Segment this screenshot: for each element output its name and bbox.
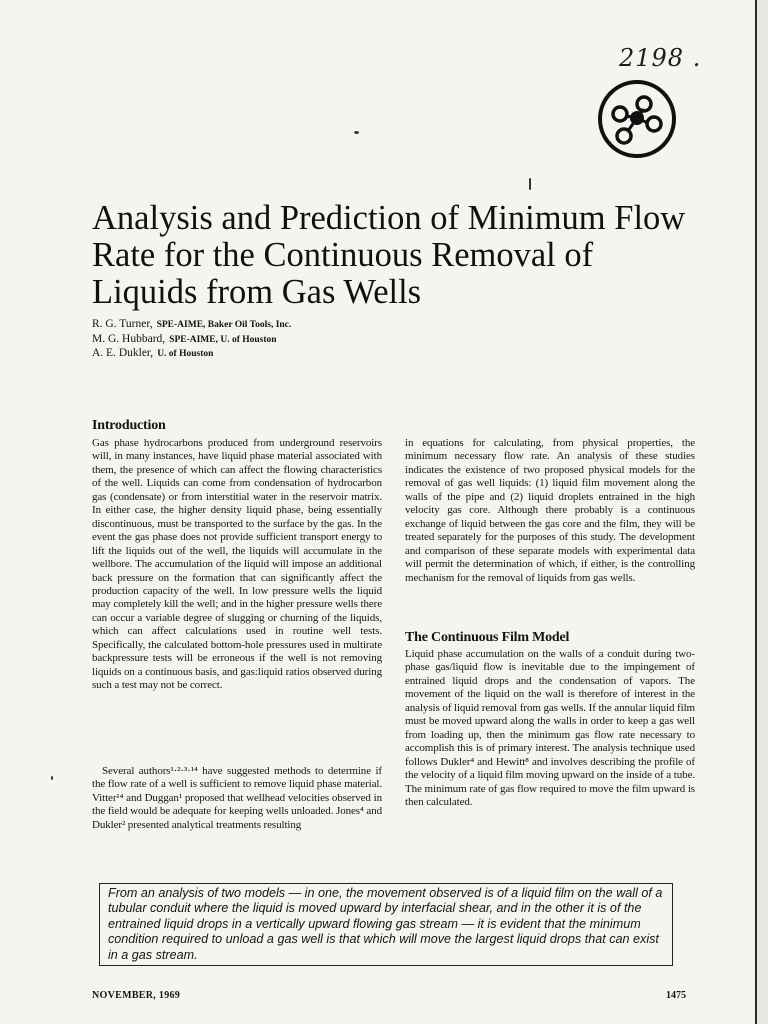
author-list: [92, 318, 291, 362]
abstract-box: [99, 883, 673, 966]
introduction-paragraph-3: in equations for calculating, from physical properties, the minimum necessary flow rate. An analysis of these studies indicates the existence of two proposed physical models for the removal of gas well liquids: (1) liquid film movement along the walls of the pipe and (2) liquid droplets entrained in the high velocity gas core. Although there probably is a continuous exchange of liquid between the gas core and the film, they will be treated separately for the purposes of this study. The development and comparison of these separate models with experimental data will permit the determination of which, if either, is the controlling mechanism for the removal of liquids from gas wells.: [405, 437, 695, 584]
page-number: 1475: [666, 990, 686, 1001]
author-name: M. G. Hubbard,: [92, 332, 166, 345]
introduction-paragraph-2: Several authors¹·²·³·¹⁴ have suggested methods to determine if the flow rate of a well is sufficient to remove liquid phase material. Vitter¹⁴ and Duggan¹ proposed that wellhead velocities observed in the field would be adequate for keeping wells unloaded. Jones⁴ and Dukler² presented analytical treatments resulting: [92, 765, 382, 831]
author-line: [92, 333, 291, 348]
scan-speck: [51, 776, 53, 780]
scan-margin: [757, 0, 768, 1024]
author-affiliation: SPE-AIME, U. of Houston: [169, 334, 277, 345]
author-name: A. E. Dukler,: [92, 347, 154, 359]
film-model-paragraph: Liquid phase accumulation on the walls of a conduit during two-phase gas/liquid flow is inevitable due to the impingement of entrained liquid drops and the condensation of vapors. The movement of the liquid on the wall is therefore of interest in the analysis of liquid removal from gas wells. If the annular liquid film must be moved upward along the walls in order to keep a gas well from loading up, then the minimum gas flow rate necessary to accomplish this is of primary interest. The analysis technique used follows Dukler⁴ and Hewitt⁸ and involves describing the profile of the velocity of a liquid film moving upward on the inside of a tube. The minimum rate of gas flow required to move the film upward is then calculated.: [405, 648, 695, 808]
author-line: [92, 318, 291, 333]
author-line: [92, 347, 291, 362]
film-model-heading: The Continuous Film Model: [405, 630, 570, 645]
paper-title: Analysis and Prediction of Minimum Flow Rate for the Continuous Removal of Liquids from Gas Wells: [92, 199, 686, 311]
introduction-heading: Introduction: [92, 418, 166, 433]
author-affiliation: U. of Houston: [157, 349, 214, 359]
scan-speck: [354, 131, 359, 134]
author-affiliation: SPE-AIME, Baker Oil Tools, Inc.: [156, 320, 292, 330]
handwritten-number: 2198 .: [619, 44, 702, 72]
author-name: R. G. Turner,: [92, 318, 153, 330]
society-logo-icon: [596, 78, 678, 160]
abstract-text: From an analysis of two models — in one, the movement observed is of a liquid film on the wall of a tubular conduit where the liquid is moved upward by interfacial shear, and in the other it is of the entrained liquid drops in a vertically upward flowing gas stream — it is evident that the minimum condition required to unload a gas well is that which will move the largest liquid drops that can exist in a gas stream.: [108, 886, 663, 962]
issue-date: NOVEMBER, 1969: [92, 990, 181, 1001]
introduction-paragraph-1: Gas phase hydrocarbons produced from underground reservoirs will, in many instances, have liquid phase material associated with them, the presence of which can affect the flowing characteristics of the well. Liquids can come from condensation of hydrocarbon gas (condensate) or from interstitial water in the reservoir matrix. In either case, the higher density liquid phase, being essentially discontinuous, must be transported to the surface by the gas. In the event the gas phase does not provide sufficient transport energy to lift the liquids out of the well, the liquids will accumulate in the wellbore. The accumulation of the liquid will impose an additional back pressure on the formation that can significantly affect the production capacity of the well. In low pressure wells the liquid may completely kill the well; and in the higher pressure wells there can occur a variable degree of slugging or churning of the liquids, which can affect calculations used in routine well tests. Specifically, the calculated bottom-hole pressures used in multirate backpressure tests will be erroneous if the well is not removing liquids on a continuous basis, and gas:liquid ratios observed during such a test may not be correct.: [92, 437, 382, 692]
scan-speck: [529, 178, 531, 190]
